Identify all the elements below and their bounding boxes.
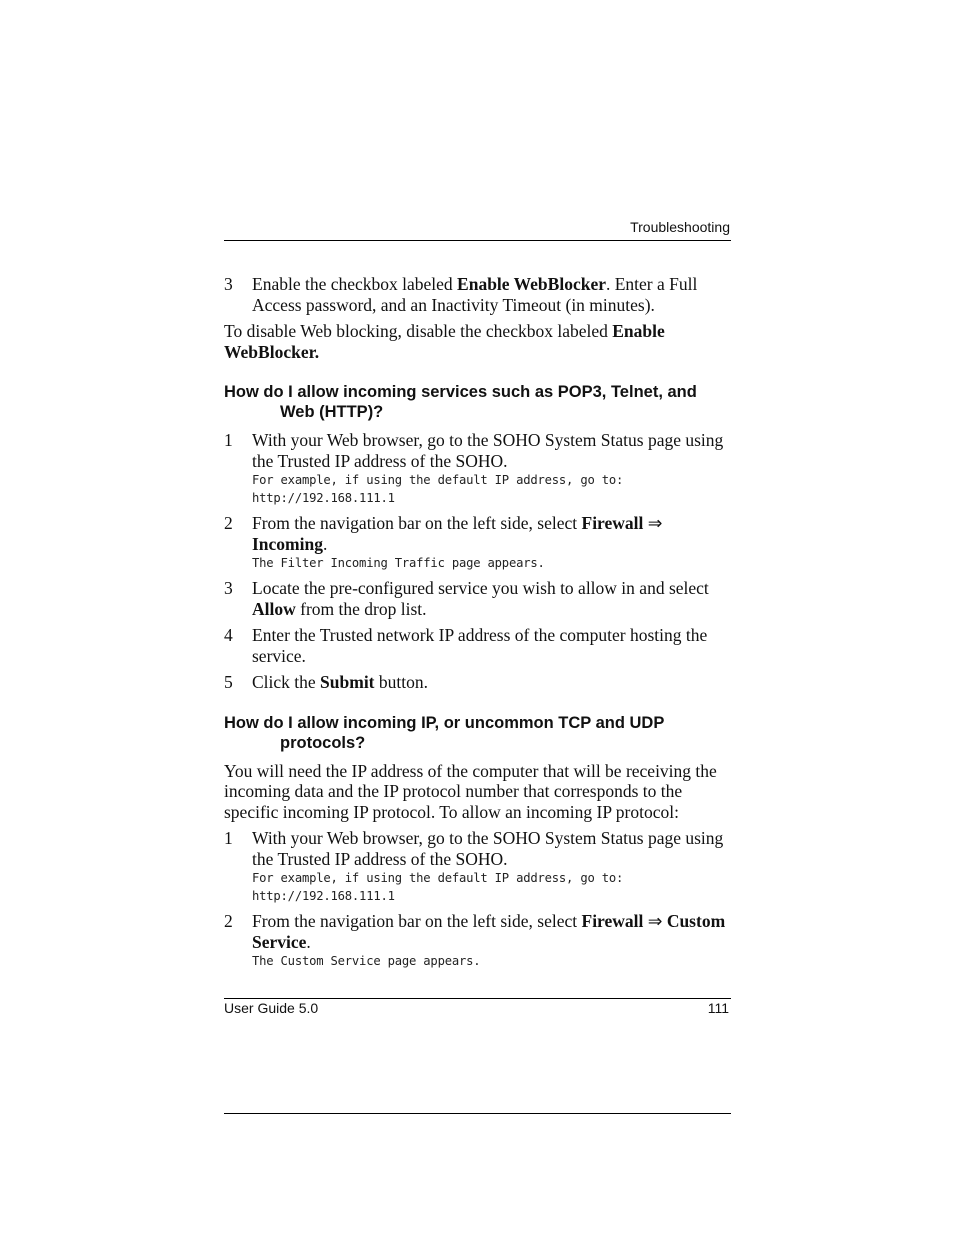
s1-step-1: 1 With your Web browser, go to the SOHO System Status page using the Trusted IP address of the SOHO. For example, if using the default IP address, go to: http://192.168.111.1 [224,430,731,507]
page-body [224,274,731,976]
result-note: The Filter Incoming Traffic page appears. [252,556,545,570]
example-note: For example, if using the default IP address, go to: http://192.168.111.1 [252,473,624,505]
footer-rule [224,998,731,999]
s1-step-5: 5 Click the Submit button. [224,672,428,692]
arrow-icon: ⇒ [643,911,667,931]
section-heading-incoming-services: How do I allow incoming services such as POP3, Telnet, and Web (HTTP)? [224,383,697,421]
page-number: 111 [707,1000,729,1016]
step-number: 3 [224,274,233,294]
intro-step-3: 3 Enable the checkbox labeled Enable WebBlocker. Enter a Full Access password, and an Inactivity Timeout (in minutes). [224,274,698,315]
s1-step-3: 3 Locate the pre-configured service you wish to allow in and select Allow from the drop list. [224,578,709,619]
section-heading-incoming-ip: How do I allow incoming IP, or uncommon TCP and UDP protocols? [224,713,665,752]
arrow-icon: ⇒ [643,513,663,533]
header-rule [224,240,731,241]
s1-step-4: 4 Enter the Trusted network IP address of the computer hosting the service. [224,625,708,666]
example-note: For example, if using the default IP address, go to: http://192.168.111.1 [252,871,624,903]
s2-step-1: 1 With your Web browser, go to the SOHO System Status page using the Trusted IP address of the SOHO. For example, if using the default IP address, go to: http://192.168.111.1 [224,828,731,905]
running-header: Troubleshooting [630,219,730,235]
page-bottom-rule [224,1113,731,1114]
document-title: User Guide 5.0 [224,1000,319,1016]
result-note: The Custom Service page appears. [252,954,481,968]
s1-step-2: 2 From the navigation bar on the left side, select Firewall ⇒ Incoming. The Filter Incoming Traffic page appears. [224,513,731,572]
disable-paragraph: To disable Web blocking, disable the checkbox labeled Enable WebBlocker. [224,321,665,362]
section2-intro: You will need the IP address of the computer that will be receiving the incoming data and the IP protocol number that corresponds to the specific incoming IP protocol. To allow an incoming IP protocol: [224,760,717,822]
s2-step-2: 2 From the navigation bar on the left side, select Firewall ⇒ Custom Service. The Custom Service page appears. [224,911,731,970]
